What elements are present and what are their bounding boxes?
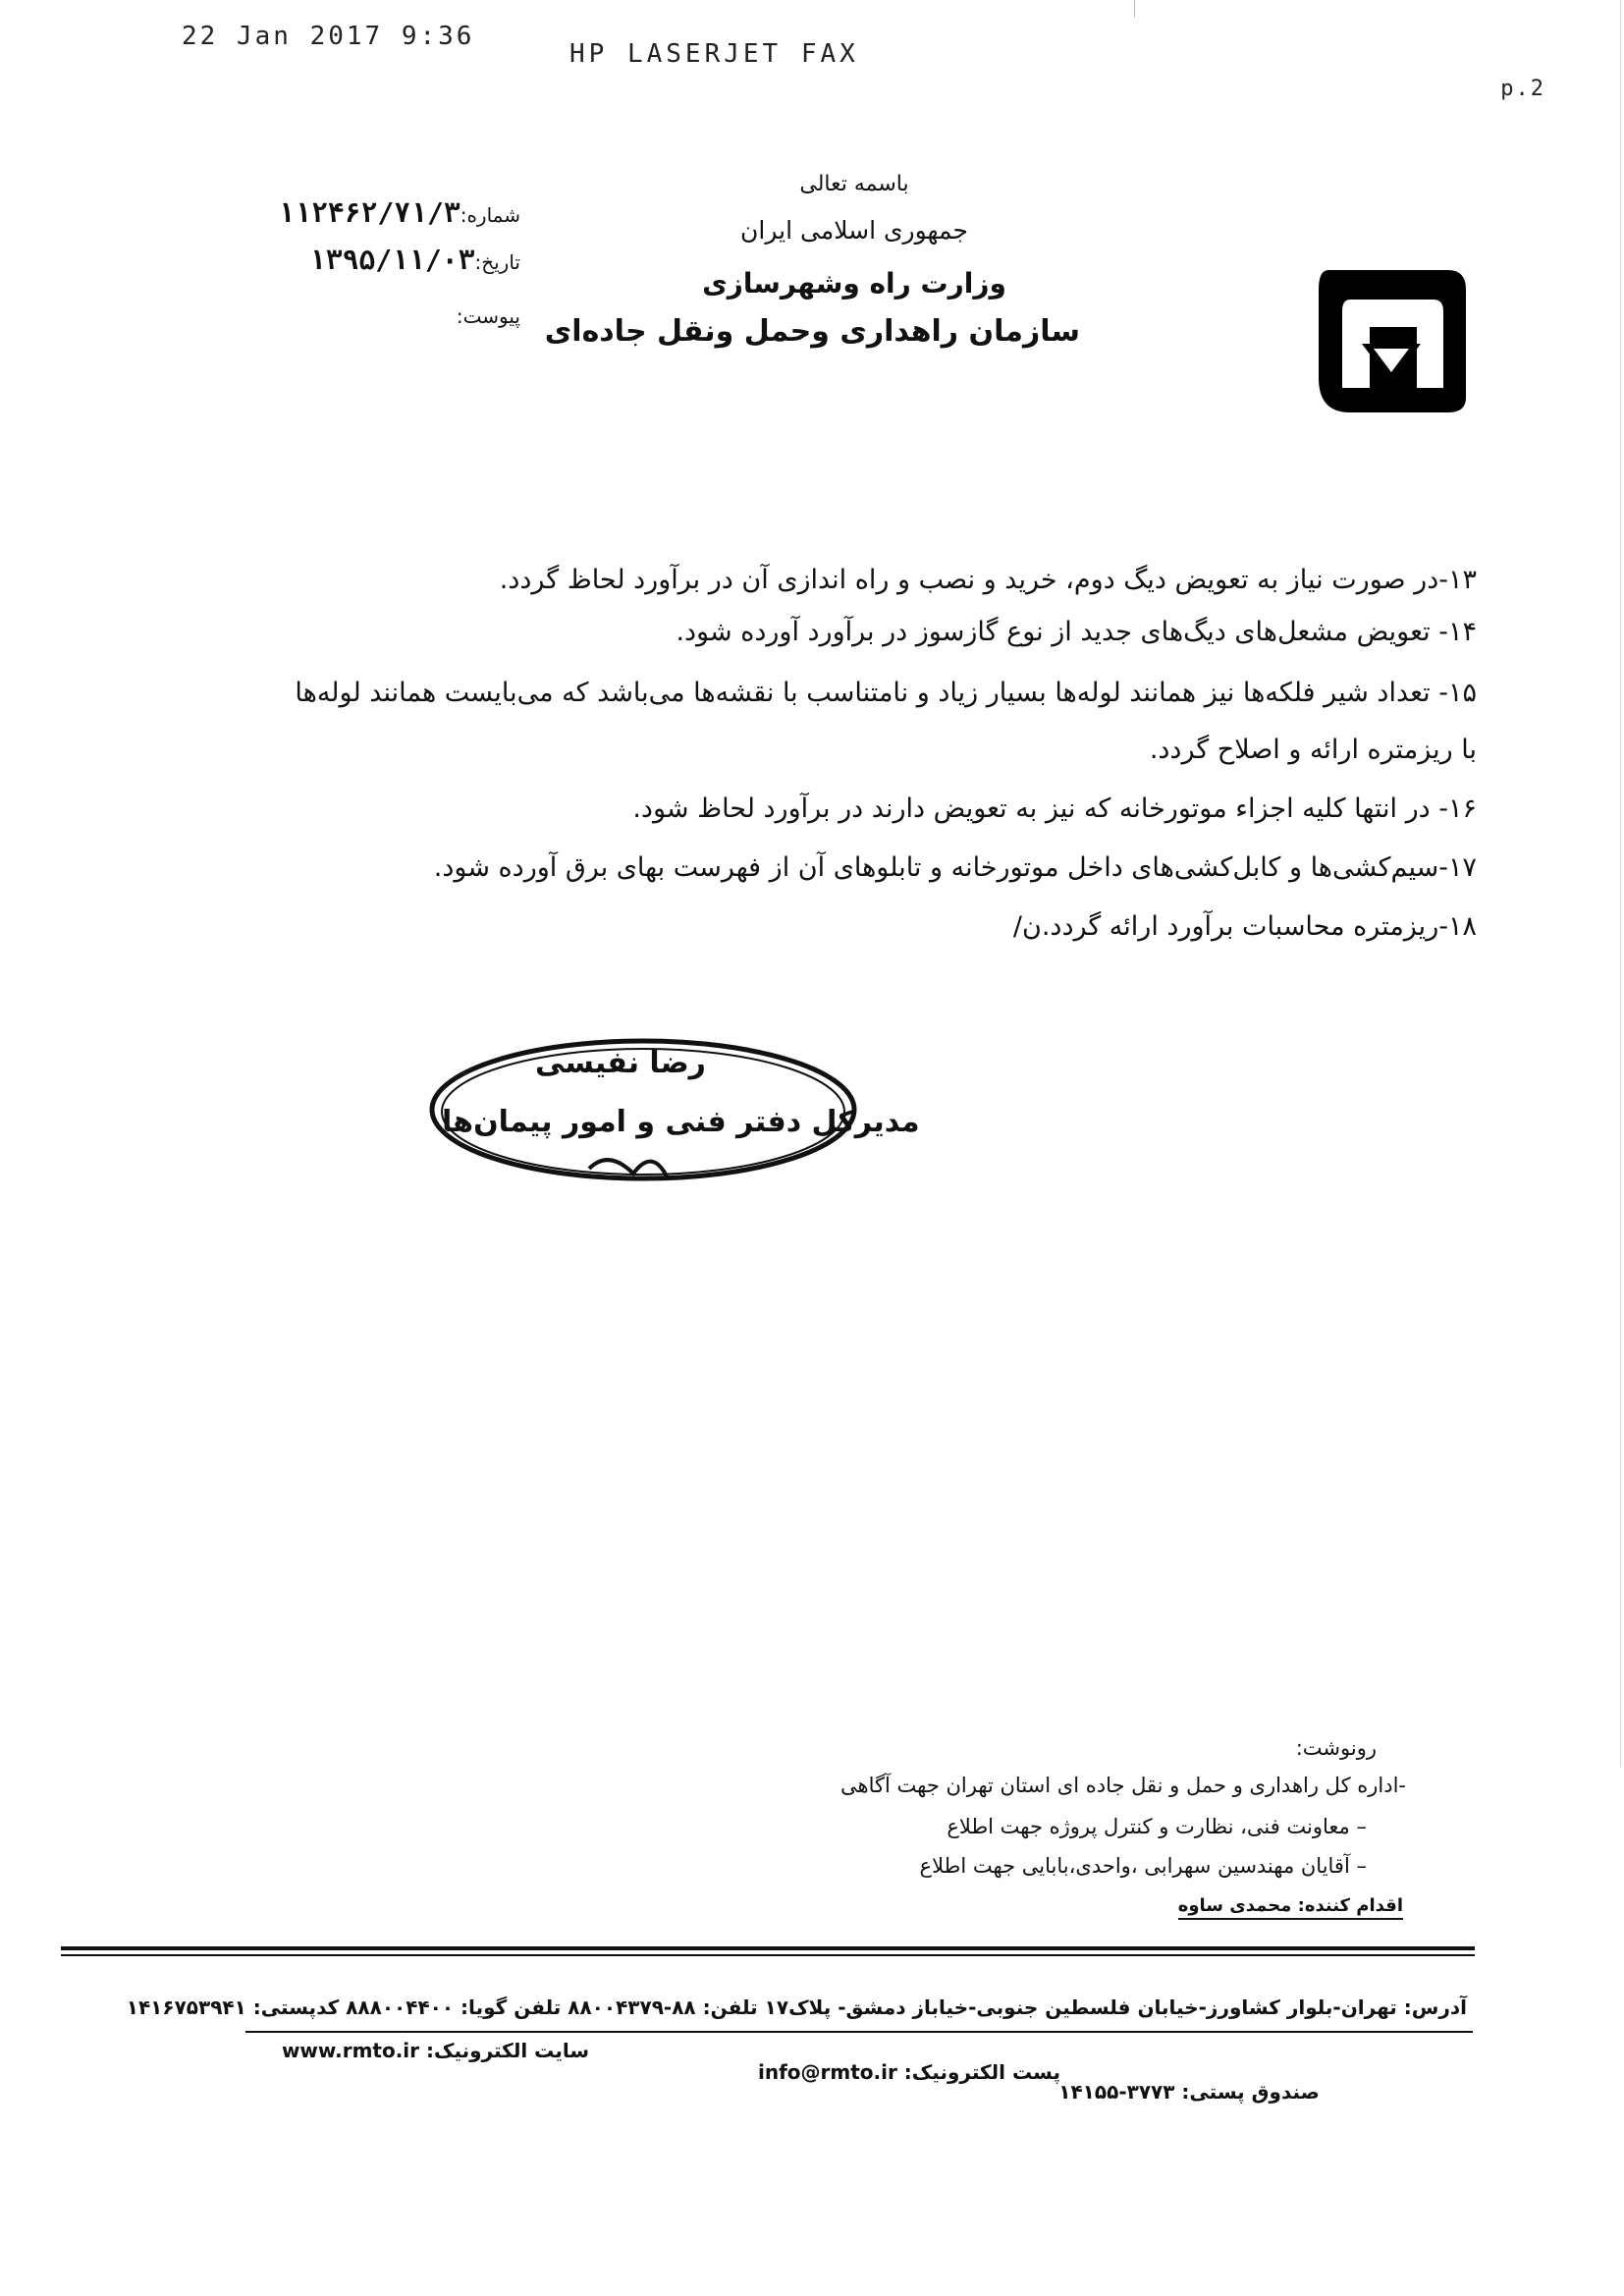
body-line-15: ۱۵- تعداد شیر فلکه‌ها نیز همانند لوله‌ها بسیار زیاد و نامتناسب با نقشه‌ها می‌باشد که می‌بایست همانند لوله‌ها xyxy=(295,678,1477,708)
cc-item-3-text: آقایان مهندسین سهرابی ،واحدی،بابایی جهت اطلاع xyxy=(919,1854,1350,1878)
organization-logo-icon xyxy=(1311,250,1473,417)
country-name: جمهوری اسلامی ایران xyxy=(740,216,968,245)
letter-number-value: ۱۱۲۴۶۲/۷۱/۳ xyxy=(278,196,460,229)
letter-date-value: ۱۳۹۵/۱۱/۰۳ xyxy=(308,244,475,276)
signatory-title: مدیرکل دفتر فنی و امور پیمان‌ها xyxy=(442,1105,920,1139)
letter-attachment xyxy=(295,304,520,328)
fax-timestamp: 22 Jan 2017 9:36 xyxy=(182,22,475,51)
footer-po-box: صندوق پستی: ۳۷۷۳-۱۴۱۵۵ xyxy=(1058,2080,1320,2104)
footer-address-divider xyxy=(245,2031,1473,2033)
footer-email: پست الکترونیک: info@rmto.ir xyxy=(757,2060,1060,2084)
body-line-18: ۱۸-ریزمتره محاسبات برآورد ارائه گردد.ن/ xyxy=(1012,911,1477,942)
body-line-14: ۱۴- تعویض مشعل‌های دیگ‌های جدید از نوع گازسوز در برآورد آورده شود. xyxy=(676,617,1477,647)
fax-artifact-line xyxy=(1134,0,1135,18)
cc-item-3 xyxy=(920,1854,1367,1878)
body-line-15-cont: با ریزمتره ارائه و اصلاح گردد. xyxy=(1149,735,1477,765)
cc-action-by: اقدام کننده: محمدی ساوه xyxy=(1178,1895,1403,1920)
signatory-name: رضا نفیسی xyxy=(535,1046,706,1080)
letter-date-label: تاریخ: xyxy=(474,250,520,274)
fax-title: HP LASERJET FAX xyxy=(569,39,859,69)
cc-item-1: -اداره کل راهداری و حمل و نقل جاده ای استان تهران جهت آگاهی xyxy=(840,1774,1406,1797)
footer-website: سایت الکترونیک: www.rmto.ir xyxy=(281,2039,589,2062)
invocation: باسمه تعالی xyxy=(799,172,909,196)
cc-heading: رونوشت: xyxy=(1295,1736,1377,1760)
organization-name: سازمان راهداری وحمل ونقل جاده‌ای xyxy=(544,314,1080,349)
footer-address: آدرس: تهران-بلوار کشاورز-خیابان فلسطین جنوبی-خیاباز دمشق- پلاک۱۷ تلفن: ۸۸-۸۸۰۰۴۳۷۹ تلفن گویا: ۸۸۸۰۰۴۴۰۰ کدپستی: ۱۴۱۶۷۵۳۹۴۱ xyxy=(126,1995,1467,2019)
page-number: p.2 xyxy=(1500,77,1545,101)
letter-number-label: شماره: xyxy=(460,203,520,227)
attachment-label: پیوست: xyxy=(456,304,520,328)
cc-item-2 xyxy=(947,1815,1367,1838)
footer-divider-thin xyxy=(61,1954,1475,1956)
ministry-name: وزارت راه وشهرسازی xyxy=(702,267,1006,300)
body-line-17: ۱۷-سیم‌کشی‌ها و کابل‌کشی‌های داخل موتورخانه و تابلوهای آن از فهرست بهای برق آورده شود. xyxy=(433,852,1477,883)
cc-bullet: – xyxy=(1349,1854,1367,1878)
cc-bullet: – xyxy=(1349,1815,1367,1838)
body-line-13: ۱۳-در صورت نیاز به تعویض دیگ دوم، خرید و نصب و راه اندازی آن در برآورد لحاظ گردد. xyxy=(499,565,1477,595)
letter-number xyxy=(278,196,520,229)
page-edge-line xyxy=(1620,0,1621,1768)
letter-date xyxy=(295,244,520,276)
cc-item-2-text: معاونت فنی، نظارت و کنترل پروژه جهت اطلاع xyxy=(947,1815,1350,1838)
footer-divider xyxy=(61,1946,1475,1950)
body-line-16: ۱۶- در انتها کلیه اجزاء موتورخانه که نیز به تعویض دارند در برآورد لحاظ شود. xyxy=(632,793,1477,824)
